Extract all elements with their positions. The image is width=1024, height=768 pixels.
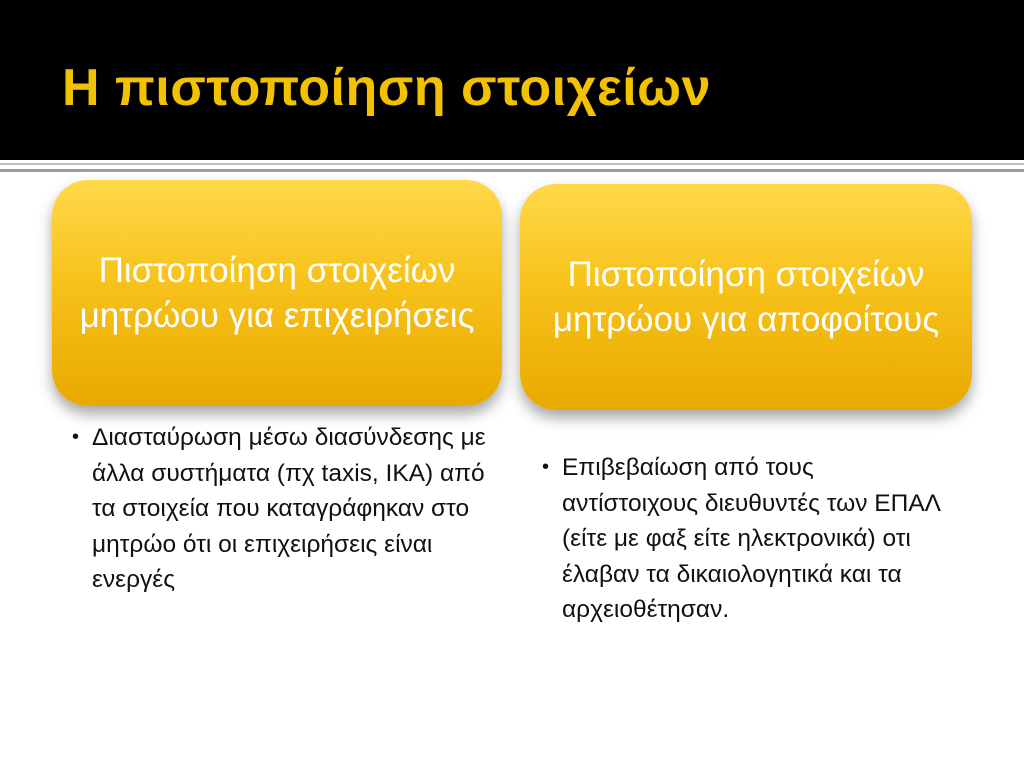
title-bar	[0, 0, 1024, 160]
business-certification-label: Πιστοποίηση στοιχείων μητρώου για επιχειρήσεις	[79, 251, 475, 335]
bullet-icon: •	[542, 456, 550, 478]
list-item	[532, 450, 952, 628]
bullet-icon: •	[72, 426, 80, 448]
graduate-bullet-list	[532, 450, 952, 628]
list-item	[62, 420, 492, 598]
business-bullet-text: Διασταύρωση μέσω διασύνδεσης με άλλα συστήματα (πχ taxis, ΙΚΑ) από τα στοιχεία που καταγράφηκαν στο μητρώο ότι οι επιχειρήσεις είναι ενεργές	[92, 424, 486, 593]
business-certification-box	[52, 180, 502, 406]
title-divider-thick	[0, 169, 1024, 172]
graduate-certification-label: Πιστοποίηση στοιχείων μητρώου για αποφοίτους	[552, 255, 940, 339]
slide-title: Η πιστοποίηση στοιχείων	[62, 59, 711, 117]
business-bullet-list	[62, 420, 492, 598]
graduate-certification-box	[520, 184, 972, 410]
graduate-bullet-text: Επιβεβαίωση από τους αντίστοιχους διευθυντές των ΕΠΑΛ (είτε με φαξ είτε ηλεκτρονικά) οτι έλαβαν τα δικαιολογητικά και τα αρχειοθέτησαν.	[562, 454, 940, 623]
